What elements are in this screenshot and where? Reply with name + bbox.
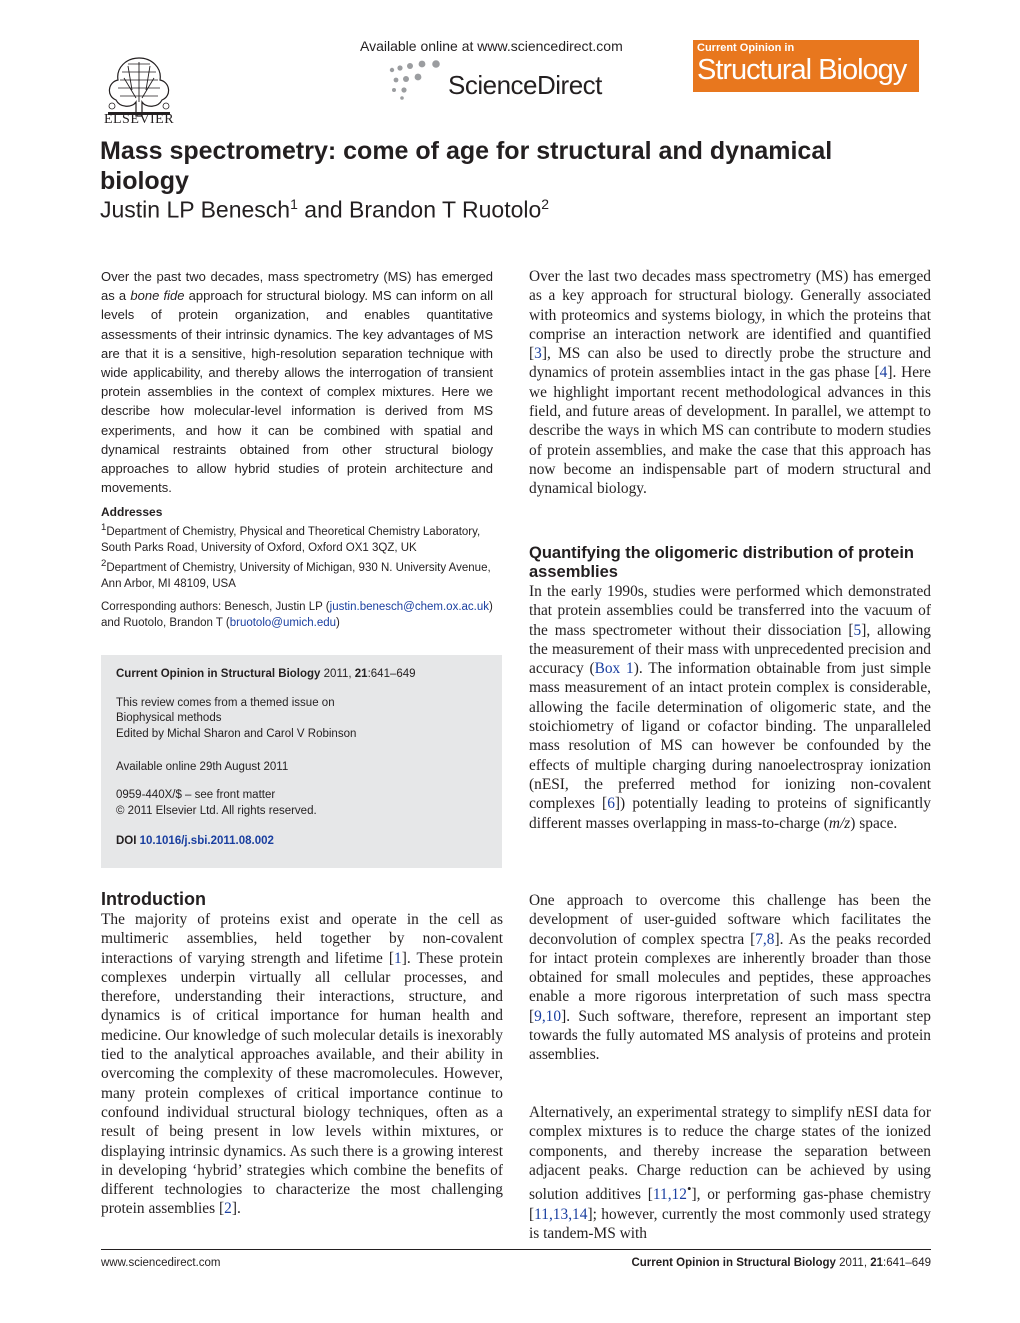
reference-link[interactable]: 11,12 <box>652 1186 687 1204</box>
box-link[interactable]: Box 1 <box>594 660 634 678</box>
abstract <box>101 267 493 497</box>
author-separator: and <box>297 196 350 223</box>
corresponding-text: Corresponding authors: Benesch, Justin LP ( <box>101 601 330 613</box>
body-text: In the early 1990s, studies were performed which demonstrated that protein assemblies could be transferred into the vacuum of the mass spectrometer without their dissociation [ <box>529 583 931 639</box>
body-text: One approach to overcome this challenge has been the development of user-guided software which facilitates the deconvolution of complex spectra [ <box>529 892 931 948</box>
body-text: ]; however, currently the most commonly used strategy is tandem-MS with <box>529 1205 931 1242</box>
reference-link[interactable]: 5 <box>853 621 862 639</box>
citation-year: 2011, <box>320 668 355 680</box>
recommended-marker: • <box>686 1182 692 1197</box>
copyright-text <box>116 805 317 817</box>
body-paragraph <box>529 582 931 833</box>
body-text: Over the last two decades mass spectrometry (MS) has emerged as a key approach for structural biology. Generally associated with proteomics and systems biology, in which the proteins that comprise an interaction network are identified and quantified [ <box>529 268 931 363</box>
body-paragraph <box>529 891 931 1065</box>
address-text: Department of Chemistry, University of Michigan, 930 N. University Avenue, Ann Arbor, MI 48109, USA <box>101 561 491 590</box>
reference-link[interactable]: 7,8 <box>755 930 775 948</box>
addresses-heading: Addresses <box>101 505 163 519</box>
sciencedirect-dots-icon <box>386 60 446 100</box>
citation-volume: 21 <box>354 668 368 680</box>
copyright-icon: © <box>116 805 125 817</box>
abstract-italic-text: bone fide <box>130 288 185 304</box>
body-text: ). The information obtainable from just simple mass measurement of an intact protein complex is considerable, allowing the facile determination of oligomeric state, and the stoichiometry of ligand or cofactor binding. The unparalleled mass resolution of MS can however be confounded by the effects of multiple charging during nanoelectrospray ionization (nESI, the preferred method for ionizing non-covalent complexes [ <box>529 660 931 813</box>
reference-link[interactable]: 2 <box>224 1200 232 1218</box>
available-online-text: Available online at www.sciencedirect.com <box>360 38 623 54</box>
footer-citation <box>631 1257 931 1269</box>
italic-term: m/z <box>828 814 851 832</box>
copyright-statement: 2011 Elsevier Ltd. All rights reserved. <box>124 805 317 817</box>
abstract-text: approach for structural biology. MS can inform on all levels of protein organization, and enables quantitative assessments of their intrinsic dynamics. The key advantages of MS are that it is a sensitive, high-resolution separation technique with wide applicability, and thereby allows the interrogation of transient protein assemblies in the context of complex mixtures. Here we describe how molecular-level information is derived from MS experiments, and how it can be combined with spatial and dynamical restraints obtained from other structural biology approaches to allow hybrid studies of protein architecture and movements. <box>101 288 494 496</box>
email-link[interactable]: bruotolo@umich.edu <box>229 617 337 629</box>
journal-logo <box>693 40 919 92</box>
doi-line <box>116 835 274 847</box>
body-text: ], or performing gas-phase chemistry [ <box>529 1186 931 1223</box>
body-paragraph <box>529 1103 931 1243</box>
corresponding-text: ) <box>336 617 340 629</box>
body-text: ]. Here we highlight important recent methodological advances in this field, and future areas of development. In parallel, we attempt to describe the ways in which MS can contribute to modern studies of protein assemblies, and make the case that this approach has now become an indispensable part of modern structural and dynamical biology. <box>529 364 931 498</box>
body-text: ]. These protein complexes underpin virtually all cellular processes, and therefore, understanding their interactions, structure, and dynamics is of critical importance for human health and medicine. Our knowledge of such molecular details is inexorably tied to the analytical approaches available, and their ability in overcoming the complexity of these macromolecules. However, many protein complexes of critical importance continue to confound individual structural biology techniques, often as a result of being present in low levels within mixtures, or displaying intrinsic dynamics. As such there is a growing interest in developing ‘hybrid’ strategies which combine the benefits of different technologies to characterize the most challenging protein assemblies [ <box>101 949 503 1218</box>
corresponding-authors <box>101 599 493 631</box>
address-marker: 1 <box>101 522 107 533</box>
section-heading-introduction: Introduction <box>101 889 206 909</box>
author-name: Brandon T Ruotolo <box>349 196 542 223</box>
footer-divider <box>101 1249 931 1250</box>
address-text: Department of Chemistry, Physical and Theoretical Chemistry Laboratory, South Parks Road, University of Oxford, Oxford OX1 3QZ, UK <box>101 525 481 554</box>
reference-link[interactable]: 9,10 <box>534 1007 562 1025</box>
affiliation-marker: 1 <box>290 196 298 212</box>
themed-issue-text: This review comes from a themed issue on <box>116 697 335 709</box>
sciencedirect-wordmark: ScienceDirect <box>448 70 602 100</box>
body-text: ]. As the peaks recorded for intact protein complexes are inherently broader than those obtained for small molecules and peptides, these approaches enable a more rigorous interpretation of such mass spectra [ <box>529 930 932 1025</box>
footer-year: 2011, <box>835 1257 871 1269</box>
corresponding-text: ) and Ruotolo, Brandon T ( <box>101 601 493 629</box>
email-link[interactable]: justin.benesch@chem.ox.ac.uk <box>329 601 489 613</box>
address-marker: 2 <box>101 557 107 569</box>
addresses <box>101 504 493 592</box>
footer-website[interactable]: www.sciencedirect.com <box>101 1257 221 1269</box>
reference-link[interactable]: 1 <box>394 949 402 967</box>
address-item <box>101 556 493 592</box>
body-text: ]. <box>231 1200 241 1218</box>
editors-text: Edited by Michal Sharon and Carol V Robinson <box>116 728 357 740</box>
abstract-text: Over the past two decades, mass spectrometry (MS) has emerged as a <box>101 269 493 304</box>
reference-link[interactable]: 6 <box>607 795 615 813</box>
footer-journal: Current Opinion in Structural Biology <box>631 1257 836 1269</box>
footer-pages: :641–649 <box>883 1257 931 1269</box>
doi-label: DOI <box>116 835 140 847</box>
article-title: Mass spectrometry: come of age for structural and dynamical biology <box>100 137 833 195</box>
body-paragraph <box>529 267 931 499</box>
body-text: ], MS can also be used to directly probe the structure and dynamics of protein assemblies intact in the gas phase [ <box>529 345 931 382</box>
reference-link[interactable]: 4 <box>879 364 888 382</box>
body-text: ]. Such software, therefore, represent an important step towards the fully automated MS analysis of proteins and protein assemblies. <box>529 1007 931 1064</box>
journal-logo-small-text: Current Opinion in <box>697 42 795 54</box>
reference-link[interactable]: 11,13,14 <box>534 1205 588 1223</box>
body-text: ) space. <box>850 814 898 832</box>
publisher-name: ELSEVIER <box>103 112 175 127</box>
footer-volume: 21 <box>870 1257 884 1269</box>
reference-link[interactable]: 3 <box>534 345 542 363</box>
address-item <box>101 520 493 556</box>
issn-text: 0959-440X/$ – see front matter <box>116 789 276 801</box>
section-heading-quantifying: Quantifying the oligomeric distribution of protein assemblies <box>529 544 914 581</box>
affiliation-marker: 2 <box>541 196 550 212</box>
available-date: Available online 29th August 2011 <box>116 761 289 773</box>
citation-pages: :641–649 <box>367 668 416 680</box>
body-text: ], allowing the measurement of their mass with unprecedented precision and accuracy ( <box>529 621 931 678</box>
body-text: ]) potentially leading to proteins of significantly different masses overlapping in mass-to-charge ( <box>529 795 931 832</box>
doi-link[interactable]: 10.1016/j.sbi.2011.08.002 <box>139 835 274 847</box>
author-name: Justin LP Benesch <box>100 196 291 223</box>
journal-logo-big-text: Structural Biology <box>697 54 907 86</box>
author-list <box>100 196 549 224</box>
themed-issue-name: Biophysical methods <box>116 712 222 724</box>
article-info-box <box>101 655 502 868</box>
citation-line <box>116 668 416 680</box>
body-text: The majority of proteins exist and operate in the cell as multimeric assemblies, held together by non-covalent interactions of varying strength and lifetime [ <box>101 911 503 967</box>
citation-journal: Current Opinion in Structural Biology <box>116 668 321 680</box>
body-text: Alternatively, an experimental strategy to simplify nESI data for complex mixtures is to reduce the charge states of the ionized components, and thereby increase the separation between adjacent peaks. Charge reduction can be achieved by using solution additives [ <box>529 1104 931 1204</box>
introduction-paragraph <box>101 910 503 1219</box>
